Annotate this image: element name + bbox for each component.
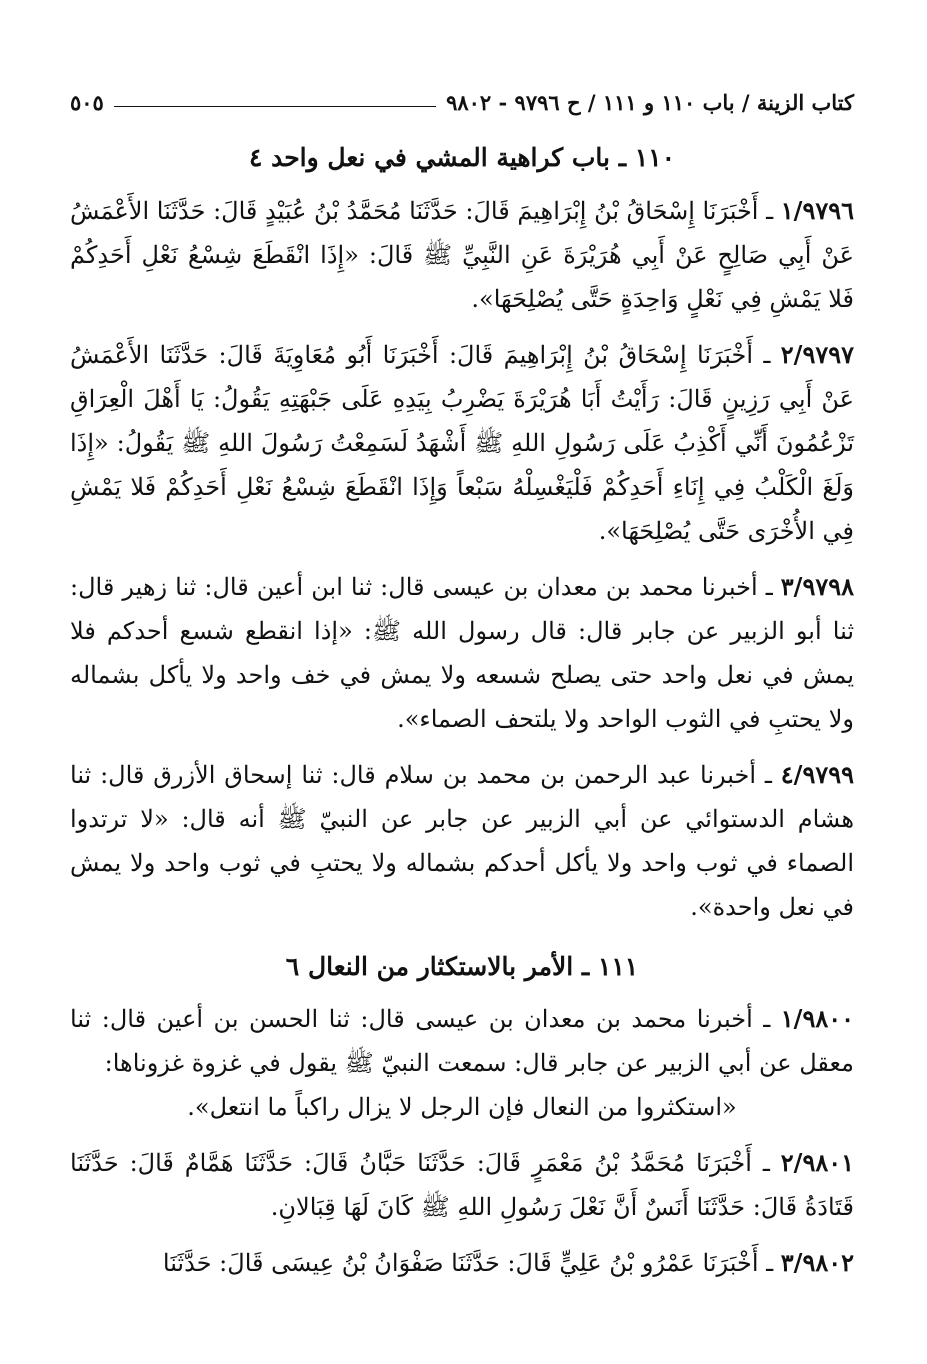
hadith-quote: «استكثروا من النعال فإن الرجل لا يزال راكباً ما انتعل». — [187, 1093, 737, 1121]
hadith-number: ٣/٩٨٠٢ — [780, 1248, 854, 1277]
hadith-text: ـ أَخْبَرَنَا إِسْحَاقُ بْنُ إِبْرَاهِيمَ قَالَ: أَخْبَرَنَا أَبُو مُعَاوِيَةَ قَالَ: حَدَّثَنَا الأَعْمَشُ عَنْ أَبِي رَزِينٍ قَالَ: رَأَيْتُ أَبَا هُرَيْرَةَ يَضْرِبُ بِيَدِهِ عَلَى جَبْهَتِهِ يَقُولُ: يَا أَهْلَ الْعِرَاقِ تَزْعُمُونَ أَنِّي أَكْذِبُ عَلَى رَسُولِ اللهِ ﷺ أَشْهَدُ لَسَمِعْتُ رَسُولَ اللهِ ﷺ يَقُولُ: «إِذَا وَلَغَ الْكَلْبُ فِي إِنَاءِ أَحَدِكُمْ فَلْيَغْسِلْهُ سَبْعاً وَإِذَا انْقَطَعَ شِسْعُ نَعْلِ أَحَدِكُمْ فَلا يَمْشِ فِي الأُخْرَى حَتَّى يُصْلِحَهَا». — [70, 340, 854, 545]
hadith-text: ـ أَخْبَرَنَا مُحَمَّدُ بْنُ مَعْمَرٍ قَالَ: حَدَّثَنَا حَبَّانُ قَالَ: حَدَّثَنَا هَمَّامٌ قَالَ: حَدَّثَنَا قَتَادَةُ قَالَ: حَدَّثَنَا أَنَسٌ أَنَّ نَعْلَ رَسُولِ اللهِ ﷺ كَانَ لَهَا قِبَالانِ. — [70, 1149, 854, 1221]
hadith-text: ـ أَخْبَرَنَا عَمْرُو بْنُ عَلِيٍّ قَالَ: حَدَّثَنَا صَفْوَانُ بْنُ عِيسَى قَالَ: حَدَّثَنَا — [162, 1249, 781, 1277]
hadith-9802 — [70, 1241, 854, 1285]
hadith-number: ١/٩٨٠٠ — [780, 1004, 854, 1033]
page-number: ٥٠٥ — [70, 89, 104, 115]
chapter-heading-110: ١١٠ ـ باب كراهية المشي في نعل واحد ٤ — [248, 143, 676, 172]
hadith-text: ـ أخبرنا عبد الرحمن بن محمد بن سلام قال: ثنا إسحاق الأزرق قال: ثنا هشام الدستوائي عن أبي الزبير عن جابر عن النبيّ ﷺ أنه قال: «لا ترتدوا الصماء في ثوب واحد ولا يأكل أحدكم بشماله ولا يحتبِ في ثوب واحد ولا يمش في نعل واحدة». — [70, 760, 854, 921]
hadith-number: ٤/٩٧٩٩ — [780, 759, 854, 789]
running-header — [70, 84, 854, 120]
hadith-number: ٢/٩٧٩٧ — [780, 339, 854, 369]
hadith-9798 — [70, 565, 854, 741]
book-page — [70, 84, 854, 1354]
hadith-text: ـ أخبرنا محمد بن معدان بن عيسى قال: ثنا ابن أعين قال: ثنا زهير قال: ثنا أبو الزبير عن جابر قال: قال رسول الله ﷺ: «إذا انقطع شسع أحدكم فلا يمش في نعل واحد حتى يصلح شسعه ولا يمش في خف واحد ولا يأكل بشماله ولا يحتبِ في الثوب الواحد ولا يلتحف الصماء». — [70, 572, 855, 733]
hadith-9800 — [70, 997, 854, 1129]
hadith-9799 — [70, 753, 854, 929]
hadith-text: ـ أخبرنا محمد بن معدان بن عيسى قال: ثنا الحسن بن أعين قال: ثنا معقل عن أبي الزبير عن جابر قال: سمعت النبيّ ﷺ يقول في غزوة غزوناها: — [70, 1005, 854, 1077]
hadith-9797 — [70, 333, 854, 553]
hadith-text: ـ أَخْبَرَنَا إِسْحَاقُ بْنُ إِبْرَاهِيمَ قَالَ: حَدَّثَنَا مُحَمَّدُ بْنُ عُبَيْدٍ قَالَ: حَدَّثَنَا الأَعْمَشُ عَنْ أَبِي صَالِحٍ عَنْ أَبِي هُرَيْرَةَ عَنِ النَّبِيِّ ﷺ قَالَ: «إِذَا انْقَطَعَ شِسْعُ نَعْلِ أَحَدِكُمْ فَلا يَمْشِ فِي نَعْلٍ وَاحِدَةٍ حَتَّى يُصْلِحَهَا». — [70, 196, 854, 313]
hadith-number: ٣/٩٧٩٨ — [780, 571, 854, 601]
hadith-number: ٢/٩٨٠١ — [780, 1148, 854, 1177]
chapter-heading-111: ١١١ ـ الأمر بالاستكثار من النعال ٦ — [285, 951, 639, 981]
hadith-9796 — [70, 189, 854, 321]
hadith-9801 — [70, 1141, 854, 1229]
running-title: كتاب الزينة / باب ١١٠ و ١١١ / ح ٩٧٩٦ - ٩٨٠٢ — [446, 89, 854, 115]
header-rule — [114, 106, 436, 107]
hadith-number: ١/٩٧٩٦ — [780, 195, 854, 225]
